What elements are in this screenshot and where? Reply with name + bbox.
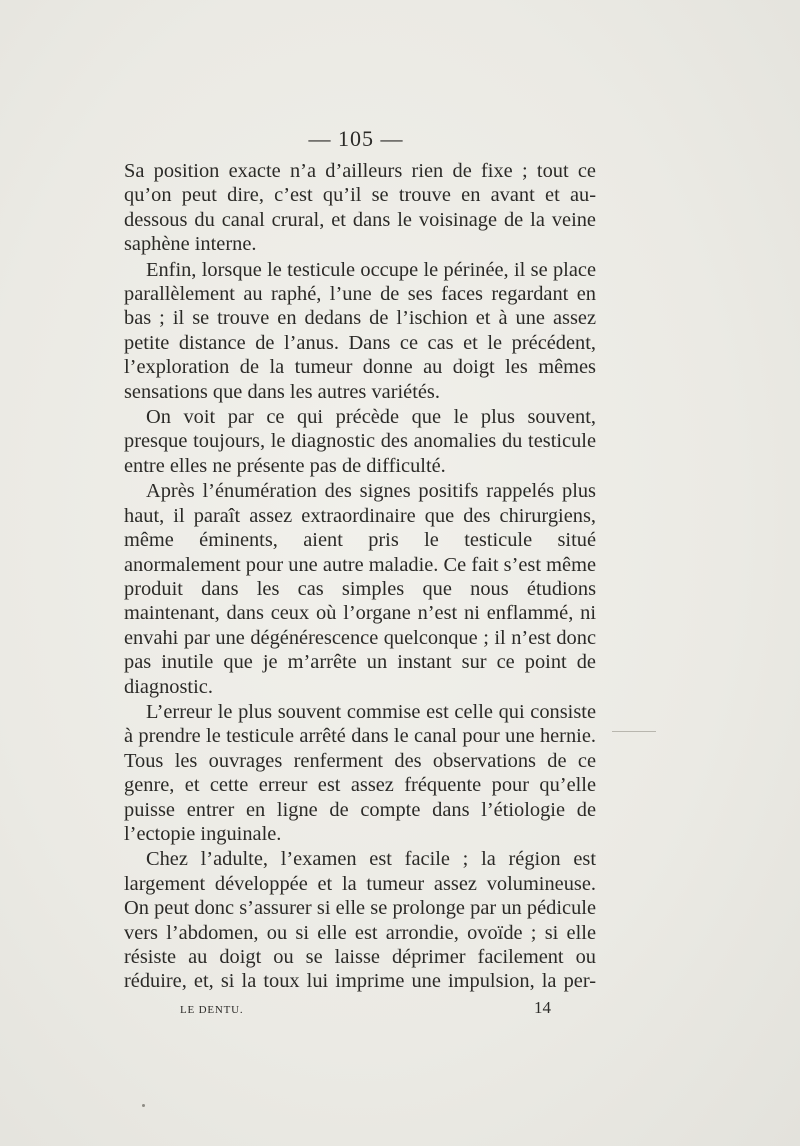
paper-speck xyxy=(142,1104,145,1107)
body-text xyxy=(124,159,596,994)
paragraph: Après l’énumération des signes positifs rappelés plus haut, il paraît assez extraordinaire que des chirurgiens, même éminents, aient pris le testicule situé anormalement pour une autre maladie. Ce fait s’est même produit dans les cas simples que nous étudions maintenant, dans ceux où l’organe n’est ni enflammé, ni envahi par une dégénérescence quelconque ; il n’est donc pas inutile que je m’arrête un instant sur ce point de diagnostic. xyxy=(124,480,596,698)
margin-pencil-mark xyxy=(612,731,656,732)
paragraph: Chez l’adulte, l’examen est facile ; la région est largement développée et la tumeur assez volumineuse. On peut donc s’assurer si elle se prolonge par un pédicule vers l’abdomen, ou si elle est arrondie, ovoïde ; si elle résiste au doigt ou se laisse déprimer facilement ou réduire, et, si la toux lui imprime une impulsion, la per- xyxy=(124,848,596,993)
paragraph: Enfin, lorsque le testicule occupe le périnée, il se place parallèlement au raphé, l’une de ses faces regardant en bas ; il se trouve en dedans de l’ischion et à une assez petite distance de l’anus. Dans ce cas et le précédent, l’exploration de la tumeur donne au doigt les mêmes sensations que dans les autres variétés. xyxy=(124,258,596,403)
page-number: — 105 — xyxy=(308,126,404,151)
paragraph: On voit par ce qui précède que le plus souvent, presque toujours, le diagnostic des anomalies du testicule entre elles ne présente pas de difficulté. xyxy=(124,406,596,477)
sheet-number: 14 xyxy=(534,998,551,1017)
paragraph: Sa position exacte n’a d’ailleurs rien de fixe ; tout ce qu’on peut dire, c’est qu’il se trouve en avant et au-dessous du canal crural, et dans le voisinage de la veine saphène interne. xyxy=(124,160,596,256)
printer-signature: LE DENTU. xyxy=(180,1004,244,1016)
paragraph: L’erreur le plus souvent commise est celle qui consiste à prendre le testicule arrêté dans le canal pour une hernie. Tous les ouvrages renferment des observations de ce genre, et cette erreur est assez fréquente pour qu’elle puisse entrer en ligne de compte dans l’étiologie de l’ectopie inguinale. xyxy=(124,700,596,845)
